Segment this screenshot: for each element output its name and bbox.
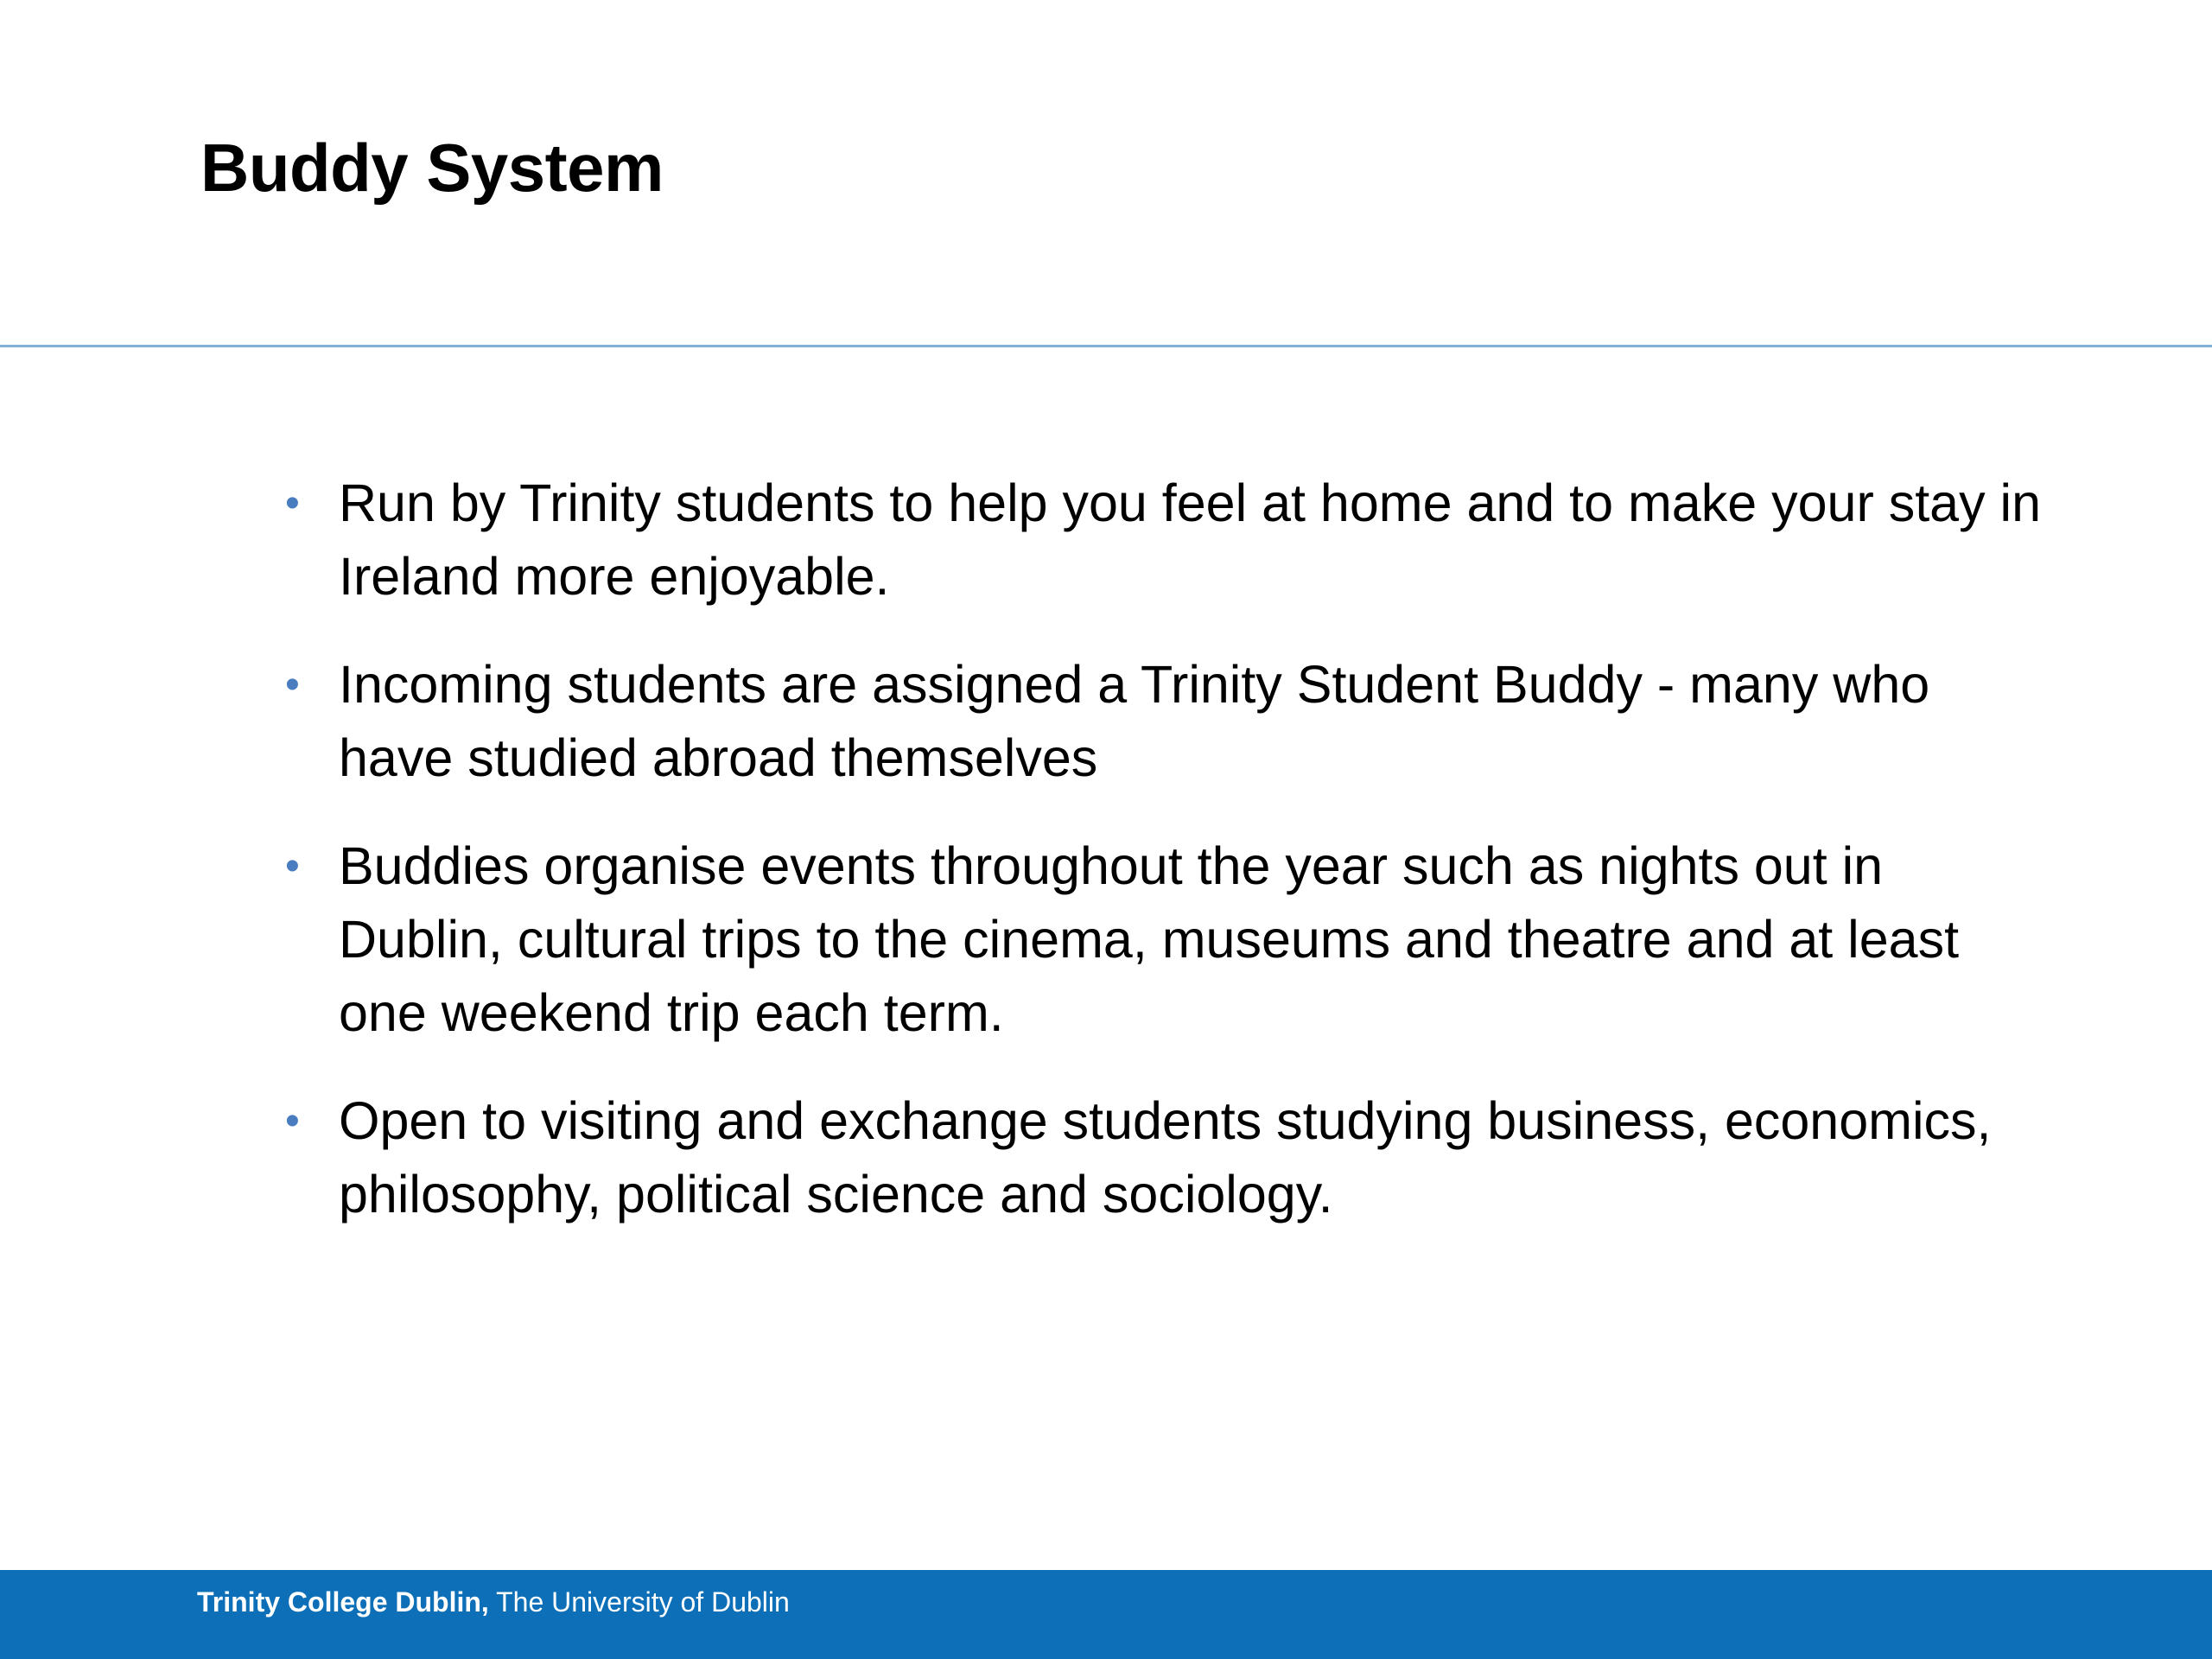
bullet-list: [285, 467, 2048, 1266]
bullet-text: Open to visiting and exchange students studying business, economics, philosophy, political science and sociology.: [339, 1091, 1992, 1224]
bullet-dot-icon: •: [285, 662, 300, 708]
bullet-dot-icon: •: [285, 480, 300, 526]
footer-institution: Trinity College Dublin,: [197, 1586, 489, 1618]
footer-label: [197, 1585, 790, 1619]
bullet-item: [285, 1084, 2048, 1231]
bullet-item: [285, 467, 2048, 613]
footer-subtitle: The University of Dublin: [488, 1586, 790, 1618]
bullet-dot-icon: •: [285, 843, 300, 889]
title-divider: [0, 345, 2212, 347]
bullet-text: Incoming students are assigned a Trinity Student Buddy - many who have studied abroad themselves: [339, 655, 1930, 787]
slide-title: Buddy System: [200, 130, 664, 206]
bullet-item: [285, 830, 2048, 1050]
bullet-text: Run by Trinity students to help you feel at home and to make your stay in Ireland more enjoyable.: [339, 474, 2042, 606]
bullet-text: Buddies organise events throughout the year such as nights out in Dublin, cultural trips to the cinema, museums and theatre and at least one weekend trip each term.: [339, 836, 1960, 1042]
bullet-item: [285, 648, 2048, 795]
bullet-dot-icon: •: [285, 1098, 300, 1144]
